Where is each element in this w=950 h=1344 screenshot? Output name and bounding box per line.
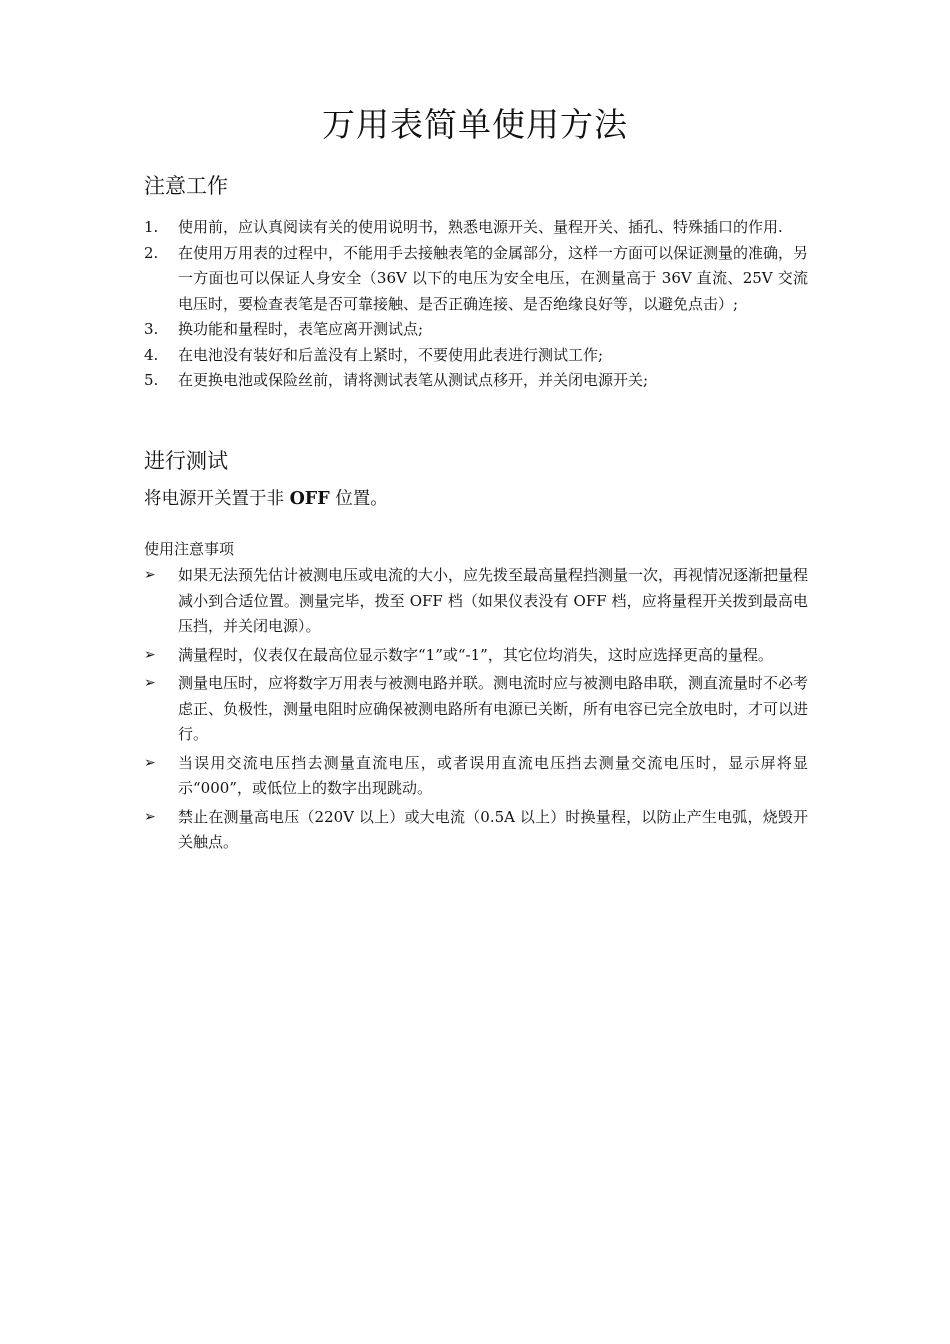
list-item bbox=[144, 368, 808, 394]
arrow-bullet-icon: ➢ bbox=[144, 754, 156, 771]
list-item-text: 当误用交流电压挡去测量直流电压，或者误用直流电压挡去测量交流电压时，显示屏将显示“000”，或低位上的数字出现跳动。 bbox=[178, 753, 808, 797]
usage-notes-heading: 使用注意事项 bbox=[144, 540, 235, 558]
arrow-bullet-icon: ➢ bbox=[144, 675, 156, 691]
arrow-bullet-icon: ➢ bbox=[144, 567, 156, 583]
list-item bbox=[144, 343, 808, 369]
power-switch-instruction bbox=[144, 486, 388, 512]
list-item-text: 禁止在测量高电压（220V 以上）或大电流（0.5A 以上）时换量程，以防止产生电弧，烧毁开关触点。 bbox=[178, 807, 808, 851]
list-item-text: 使用前，应认真阅读有关的使用说明书，熟悉电源开关、量程开关、插孔、特殊插口的作用. bbox=[178, 218, 783, 236]
document-title: 万用表简单使用方法 bbox=[322, 105, 628, 144]
list-item-text: 在更换电池或保险丝前，请将测试表笔从测试点移开，并关闭电源开关; bbox=[178, 371, 649, 389]
list-number: 1. bbox=[144, 218, 159, 236]
usage-notes-list bbox=[144, 563, 808, 859]
list-item-text: 满量程时，仪表仅在最高位显示数字“1”或“-1”，其它位均消失，这时应选择更高的量程。 bbox=[178, 645, 773, 664]
list-item bbox=[144, 671, 808, 748]
list-item-text: 测量电压时，应将数字万用表与被测电路并联。测电流时应与被测电路串联，测直流量时不必考虑正、负极性，测量电阻时应确保被测电路所有电源已关断，所有电容已完全放电时，才可以进行。 bbox=[178, 674, 809, 743]
list-item bbox=[144, 241, 808, 318]
list-item bbox=[144, 751, 808, 802]
list-item bbox=[144, 215, 808, 241]
list-number: 5. bbox=[144, 371, 159, 389]
list-item-text: 在电池没有装好和后盖没有上紧时，不要使用此表进行测试工作; bbox=[178, 345, 604, 364]
list-item-text: 如果无法预先估计被测电压或电流的大小，应先拨至最高量程挡测量一次，再视情况逐渐把量程减小到合适位置。测量完毕，拨至 OFF 档（如果仪表没有 OFF 档，应将量程开关拨到最高电压挡，并关闭电源）。 bbox=[178, 566, 809, 635]
section-heading-testing: 进行测试 bbox=[144, 449, 228, 473]
instruction-suffix: 位置。 bbox=[329, 489, 388, 509]
list-number: 4. bbox=[144, 345, 159, 364]
arrow-bullet-icon: ➢ bbox=[144, 646, 156, 663]
list-number: 3. bbox=[144, 320, 159, 338]
list-item bbox=[144, 643, 808, 669]
instruction-off-label: OFF bbox=[289, 489, 330, 509]
instruction-prefix: 将电源开关置于非 bbox=[144, 489, 290, 509]
arrow-bullet-icon: ➢ bbox=[144, 808, 156, 825]
list-item-text: 换功能和量程时，表笔应离开测试点; bbox=[178, 320, 424, 338]
list-item bbox=[144, 563, 808, 640]
list-number: 2. bbox=[144, 243, 159, 262]
list-item bbox=[144, 317, 808, 343]
list-item-text: 在使用万用表的过程中，不能用手去接触表笔的金属部分，这样一方面可以保证测量的准确，另一方面也可以保证人身安全（36V 以下的电压为安全电压，在测量高于 36V 直流、25V 交流电压时，要检查表笔是否可靠接触、是否正确连接、是否绝缘良好等，以避免点击）; bbox=[178, 243, 809, 313]
precautions-list bbox=[144, 215, 808, 394]
list-item bbox=[144, 805, 808, 856]
section-heading-precautions: 注意工作 bbox=[144, 174, 228, 198]
